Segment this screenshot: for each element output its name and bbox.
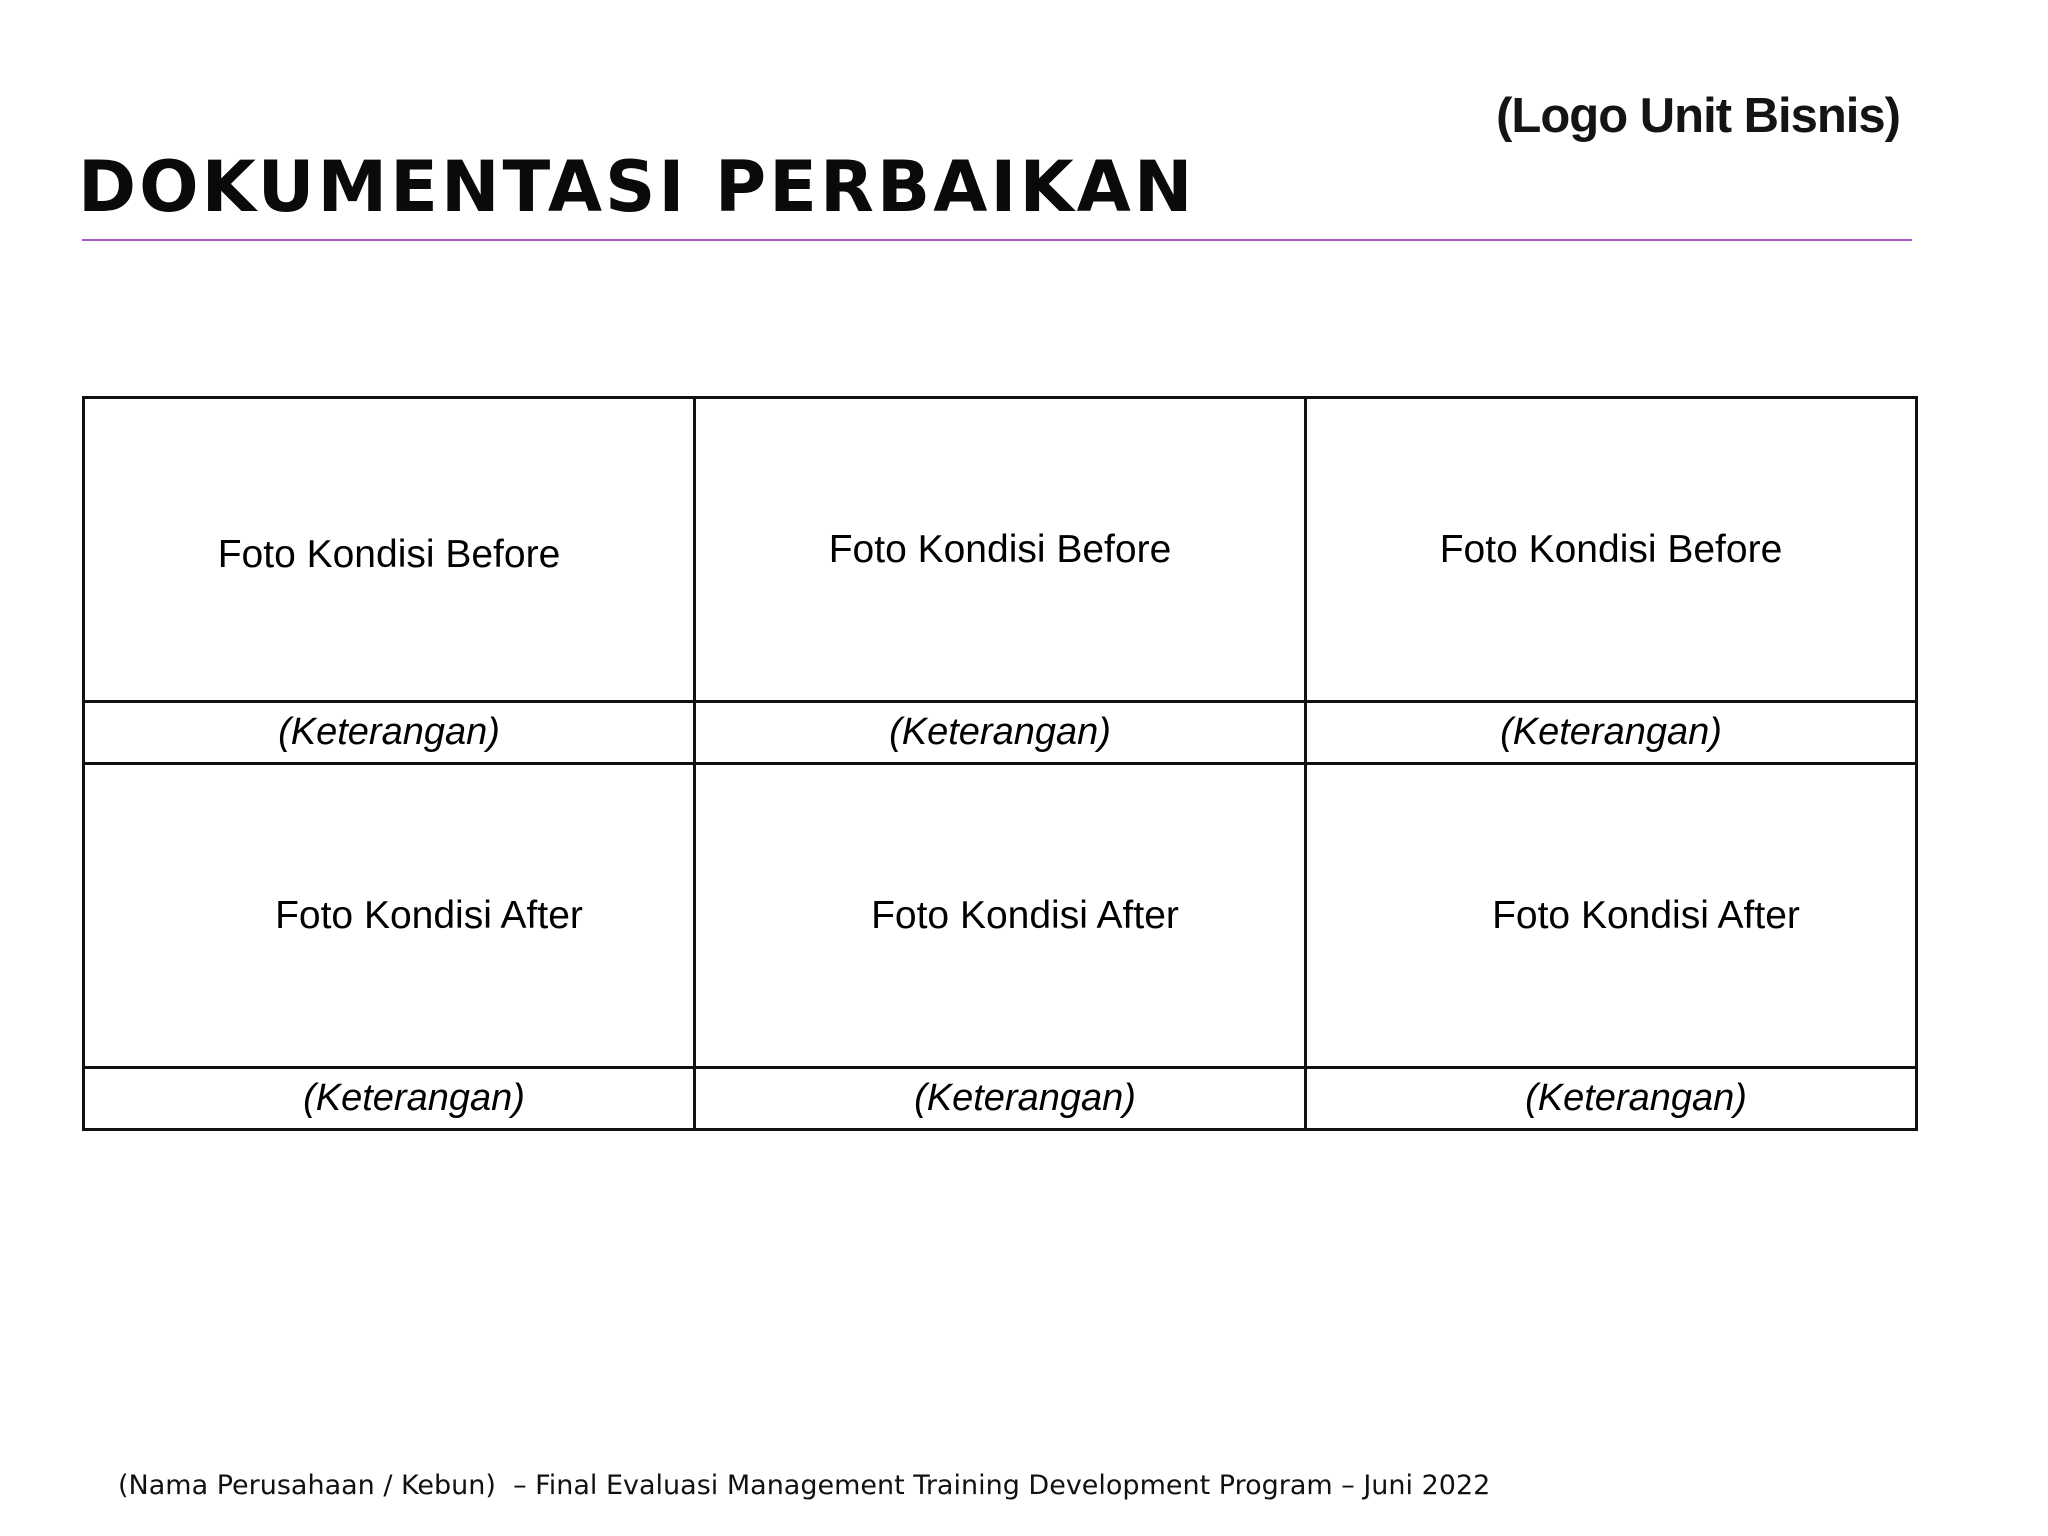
title-divider xyxy=(82,239,1912,241)
before-caption-1: (Keterangan) xyxy=(84,702,695,764)
before-photo-cell-3 xyxy=(1306,398,1917,702)
before-caption-row xyxy=(84,702,1917,764)
before-photo-cell-2 xyxy=(695,398,1306,702)
after-photo-label: Foto Kondisi After xyxy=(275,893,583,937)
after-photo-label: Foto Kondisi After xyxy=(871,893,1179,937)
after-caption-1: (Keterangan) xyxy=(84,1068,695,1130)
after-photo-label: Foto Kondisi After xyxy=(1492,893,1800,937)
before-caption-2: (Keterangan) xyxy=(695,702,1306,764)
before-photo-label: Foto Kondisi Before xyxy=(828,527,1172,571)
before-photo-cell-1 xyxy=(84,398,695,702)
before-photo-label: Foto Kondisi Before xyxy=(1439,527,1783,571)
after-caption-2: (Keterangan) xyxy=(695,1068,1306,1130)
footer-text: (Nama Perusahaan / Kebun) – Final Evaluasi Management Training Development Program – Juni 2022 xyxy=(118,1470,1491,1501)
after-photo-row xyxy=(84,764,1917,1068)
logo-placeholder: (Logo Unit Bisnis) xyxy=(1496,89,1900,143)
documentation-table xyxy=(82,396,1918,1131)
after-photo-cell-2 xyxy=(695,764,1306,1068)
after-caption-row xyxy=(84,1068,1917,1130)
page-title: DOKUMENTASI PERBAIKAN xyxy=(78,146,1196,228)
before-photo-row xyxy=(84,398,1917,702)
before-caption-3: (Keterangan) xyxy=(1306,702,1917,764)
after-caption-3: (Keterangan) xyxy=(1306,1068,1917,1130)
after-photo-cell-3 xyxy=(1306,764,1917,1068)
after-photo-cell-1 xyxy=(84,764,695,1068)
before-photo-label: Foto Kondisi Before xyxy=(217,532,561,576)
